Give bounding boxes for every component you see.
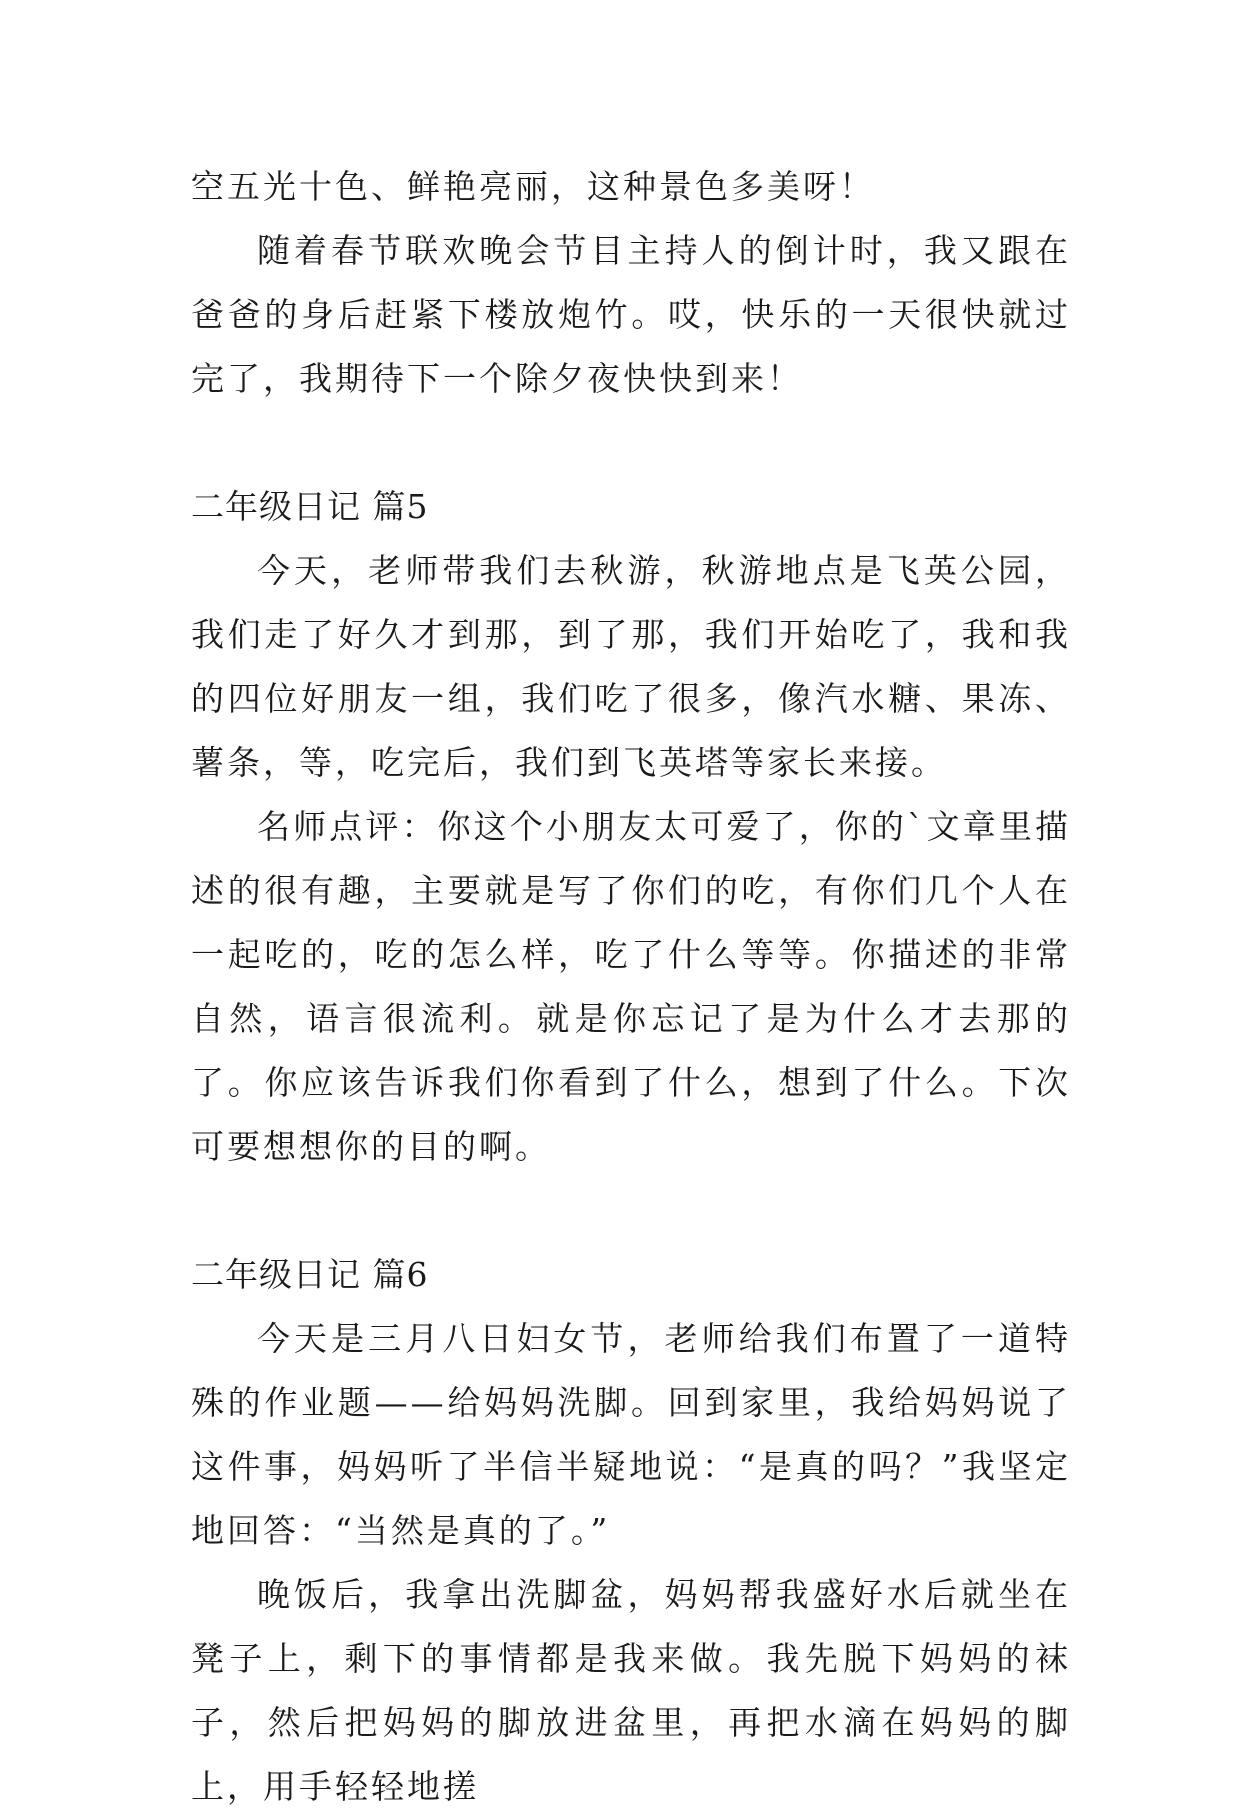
section-heading-6: 二年级日记 篇6 <box>191 1255 429 1294</box>
paragraph-womens-day: 今天是三月八日妇女节，老师给我们布置了一道特殊的作业题——给妈妈洗脚。回到家里，我给妈妈说了这件事，妈妈听了半信半疑地说：“是真的吗？”我坚定地回答：“当然是真的了。” <box>191 1319 1071 1550</box>
document-body <box>191 155 1071 1819</box>
paragraph-autumn-trip: 今天，老师带我们去秋游，秋游地点是飞英公园，我们走了好久才到那，到了那，我们开始吃了，我和我的四位好朋友一组，我们吃了很多，像汽水糖、果冻、薯条，等，吃完后，我们到飞英塔等家长来接。 <box>191 551 1071 782</box>
paragraph-foot-washing: 晚饭后，我拿出洗脚盆，妈妈帮我盛好水后就坐在凳子上，剩下的事情都是我来做。我先脱下妈妈的袜子，然后把妈妈的脚放进盆里，再把水滴在妈妈的脚上，用手轻轻地搓 <box>191 1575 1071 1806</box>
paragraph-spring-festival-ending: 随着春节联欢晚会节目主持人的倒计时，我又跟在爸爸的身后赶紧下楼放炮竹。哎，快乐的一天很快就过完了，我期待下一个除夕夜快快到来！ <box>191 231 1071 398</box>
paragraph-teacher-comment: 名师点评：你这个小朋友太可爱了，你的`文章里描述的很有趣，主要就是写了你们的吃，有你们几个人在一起吃的，吃的怎么样，吃了什么等等。你描述的非常自然，语言很流利。就是你忘记了是为什么才去那的了。你应该告诉我们你看到了什么，想到了什么。下次可要想想你的目的啊。 <box>191 807 1071 1166</box>
paragraph-continuation: 空五光十色、鲜艳亮丽，这种景色多美呀！ <box>191 167 875 206</box>
section-heading-5: 二年级日记 篇5 <box>191 487 429 526</box>
